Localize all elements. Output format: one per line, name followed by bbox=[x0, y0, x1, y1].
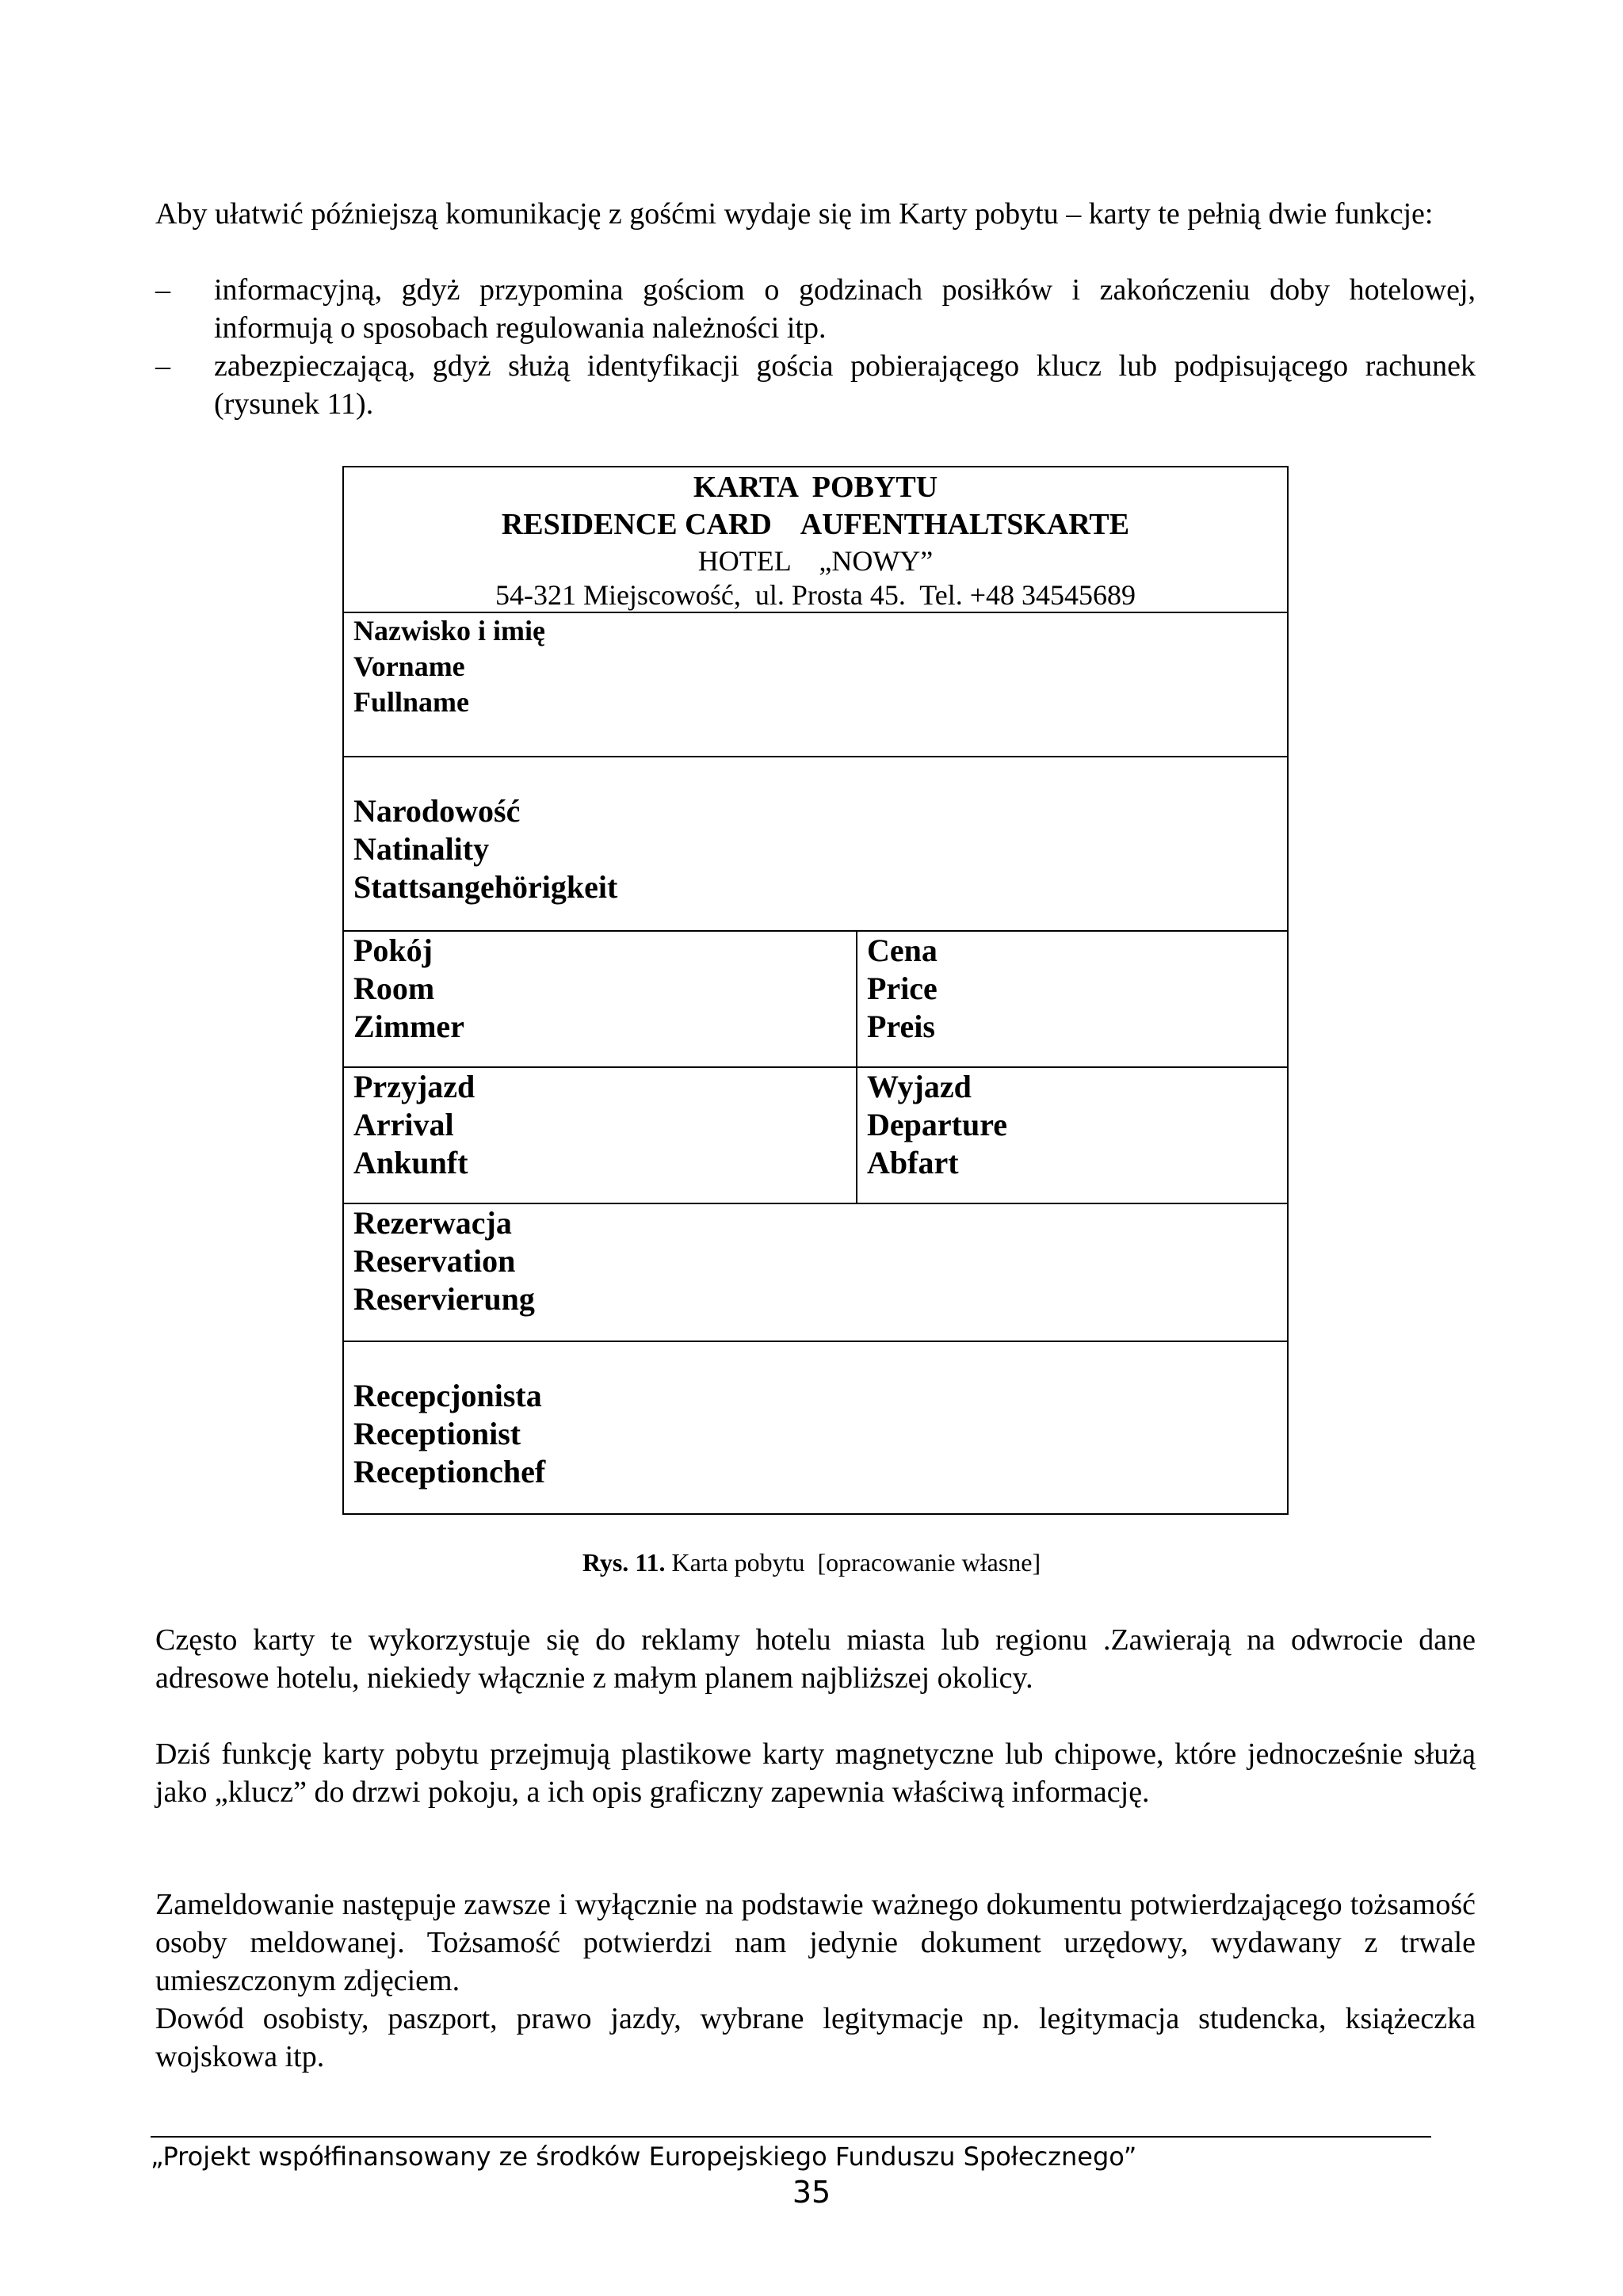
list-item bbox=[155, 271, 1476, 347]
field-label: Price bbox=[867, 971, 938, 1006]
intro-paragraph: Aby ułatwić późniejszą komunikację z gośćmi wydaje się im Karty pobytu – karty te pełnią dwie funkcje: bbox=[155, 197, 1434, 231]
dash-bullet: – bbox=[155, 349, 170, 383]
room-field bbox=[344, 932, 857, 1066]
field-label: Preis bbox=[867, 1009, 935, 1044]
field-label: Receptionist bbox=[353, 1416, 521, 1451]
field-label: Reservation bbox=[353, 1243, 516, 1279]
card-address: 54-321 Miejscowość, ul. Prosta 45. Tel. +48 34545689 bbox=[495, 579, 1136, 611]
room-price-row bbox=[344, 932, 1287, 1068]
field-label: Fullname bbox=[353, 686, 470, 718]
field-label: Cena bbox=[867, 933, 938, 968]
page-number: 35 bbox=[792, 2175, 831, 2210]
arrival-field bbox=[344, 1068, 857, 1203]
field-label: Natinality bbox=[353, 831, 490, 867]
paragraph-magnetic-cards: Dziś funkcję karty pobytu przejmują plastikowe karty magnetyczne lub chipowe, które jednocześnie służą jako „klucz” do drzwi pokoju, a ich opis graficzny zapewnia właściwą informację. bbox=[155, 1737, 1476, 1809]
paragraph-registration: Zameldowanie następuje zawsze i wyłącznie na podstawie ważnego dokumentu potwierdzającego tożsamość osoby meldowanej. Tożsamość potwierdzi nam jedynie dokument urzędowy, wydawany z trwale umieszczonym zdjęciem. bbox=[155, 1888, 1476, 1997]
departure-field bbox=[857, 1068, 1007, 1203]
field-label: Wyjazd bbox=[867, 1069, 972, 1104]
reservation-row bbox=[344, 1204, 1287, 1342]
field-label: Room bbox=[353, 971, 435, 1006]
list-item-text: informacyjną, gdyż przypomina gościom o godzinach posiłków i zakończeniu doby hotelowej, informują o sposobach regulowania należności itp. bbox=[214, 273, 1476, 345]
list-item-text: zabezpieczającą, gdyż służą identyfikacji gościa pobierającego klucz lub podpisującego rachunek (rysunek 11). bbox=[214, 349, 1476, 421]
function-list bbox=[155, 271, 1476, 423]
field-label: Narodowość bbox=[353, 793, 521, 829]
card-subtitle: RESIDENCE CARD AUFENTHALTSKARTE bbox=[501, 508, 1130, 541]
card-title: KARTA POBYTU bbox=[693, 471, 938, 504]
nationality-field bbox=[344, 757, 1287, 930]
caption-text: Karta pobytu [opracowanie własne] bbox=[665, 1548, 1041, 1577]
card-hotel-name: HOTEL „NOWY” bbox=[697, 545, 934, 577]
footer-divider bbox=[151, 2136, 1431, 2138]
field-label: Receptionchef bbox=[353, 1454, 546, 1489]
paragraph-advertising: Często karty te wykorzystuje się do reklamy hotelu miasta lub regionu .Zawierają na odwrocie dane adresowe hotelu, niekiedy włącznie z małym planem najbliższej okolicy. bbox=[155, 1623, 1476, 1695]
field-label: Przyjazd bbox=[353, 1069, 475, 1104]
price-field bbox=[857, 932, 938, 1066]
figure-caption bbox=[0, 1547, 1623, 1578]
name-row bbox=[344, 613, 1287, 757]
field-label: Reservierung bbox=[353, 1281, 535, 1317]
field-label: Abfart bbox=[867, 1145, 959, 1180]
paragraph-documents: Dowód osobisty, paszport, prawo jazdy, wybrane legitymacje np. legitymacja studencka, książeczka wojskowa itp. bbox=[155, 2002, 1476, 2073]
name-field bbox=[344, 613, 1287, 756]
card-header bbox=[344, 467, 1287, 613]
field-label: Recepcjonista bbox=[353, 1378, 542, 1413]
residence-card-figure bbox=[342, 466, 1289, 1515]
list-item bbox=[155, 347, 1476, 423]
field-label: Rezerwacja bbox=[353, 1205, 512, 1241]
arrival-departure-row bbox=[344, 1068, 1287, 1204]
field-label: Stattsangehörigkeit bbox=[353, 869, 618, 905]
nationality-row bbox=[344, 757, 1287, 932]
field-label: Ankunft bbox=[353, 1145, 468, 1180]
field-label: Pokój bbox=[353, 933, 433, 968]
field-label: Arrival bbox=[353, 1107, 454, 1142]
field-label: Vorname bbox=[353, 650, 465, 682]
receptionist-row bbox=[344, 1342, 1287, 1513]
receptionist-field bbox=[344, 1342, 1287, 1513]
field-label: Zimmer bbox=[353, 1009, 464, 1044]
field-label: Departure bbox=[867, 1107, 1007, 1142]
footer-text: „Projekt współfinansowany ze środków Europejskiego Funduszu Społecznego” bbox=[151, 2142, 1137, 2172]
reservation-field bbox=[344, 1204, 1287, 1341]
field-label: Nazwisko i imię bbox=[353, 615, 545, 646]
dash-bullet: – bbox=[155, 273, 170, 307]
caption-label: Rys. 11. bbox=[582, 1548, 666, 1577]
